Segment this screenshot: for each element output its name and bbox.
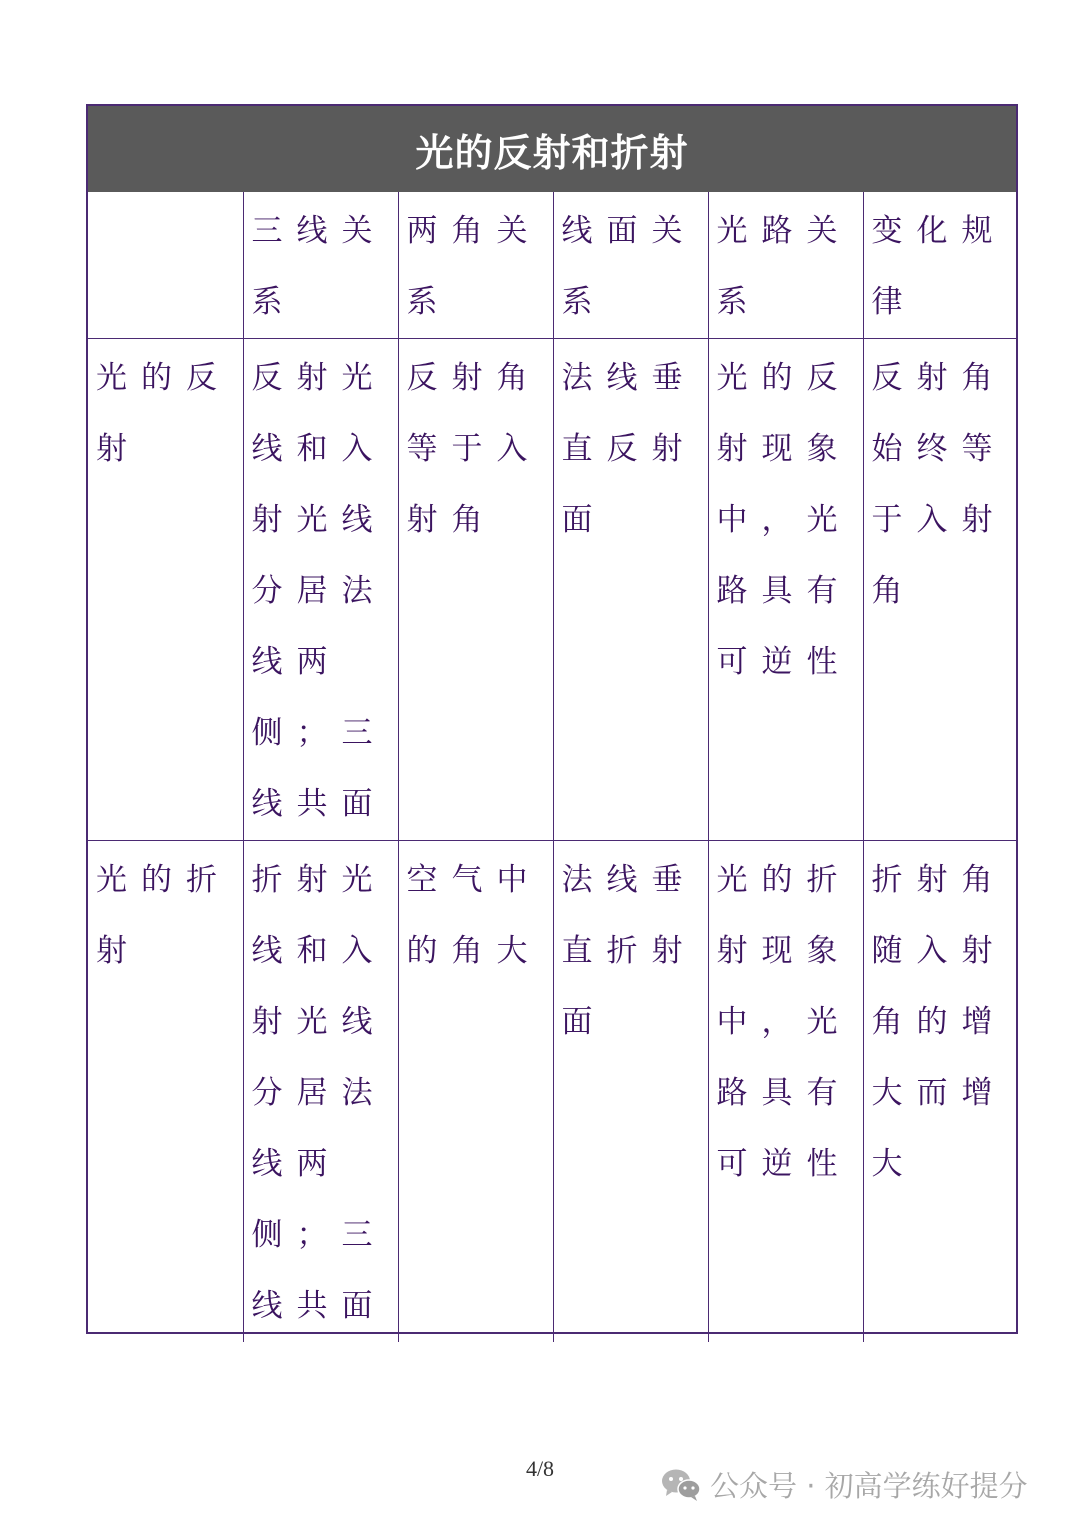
watermark-text: 公众号 · 初高学练好提分 [710, 1468, 1028, 1503]
header-cell-three-lines: 三线关系 [243, 192, 398, 339]
header-row [88, 192, 1016, 339]
header-cell-blank [88, 192, 243, 339]
knowledge-table [86, 104, 1018, 1334]
header-cell-two-angles: 两角关系 [398, 192, 553, 339]
table-row-refraction [88, 841, 1016, 1343]
wechat-icon [660, 1466, 702, 1502]
table-title: 光的反射和折射 [88, 106, 1016, 192]
row-label-refraction: 光的折射 [88, 841, 243, 1343]
table-cell: 法线垂直反射面 [553, 339, 708, 841]
page-number: 4/8 [525, 1456, 555, 1481]
table-cell: 光的反射现象中，光路具有可逆性 [708, 339, 863, 841]
table-row-reflection [88, 339, 1016, 841]
table-cell: 反射角始终等于入射角 [863, 339, 1016, 841]
header-cell-line-plane: 线面关系 [553, 192, 708, 339]
table-cell: 空气中的角大 [398, 841, 553, 1343]
table-cell: 折射光线和入射光线分居法线两侧；三线共面 [243, 841, 398, 1343]
table-grid [88, 192, 1016, 1342]
header-cell-change-rule: 变化规律 [863, 192, 1016, 339]
table-cell: 折射角随入射角的增大而增大 [863, 841, 1016, 1343]
row-label-reflection: 光的反射 [88, 339, 243, 841]
watermark [660, 1462, 1028, 1506]
table-cell: 光的折射现象中，光路具有可逆性 [708, 841, 863, 1343]
table-cell: 法线垂直折射面 [553, 841, 708, 1343]
header-cell-light-path: 光路关系 [708, 192, 863, 339]
table-cell: 反射光线和入射光线分居法线两侧；三线共面 [243, 339, 398, 841]
table-cell: 反射角等于入射角 [398, 339, 553, 841]
